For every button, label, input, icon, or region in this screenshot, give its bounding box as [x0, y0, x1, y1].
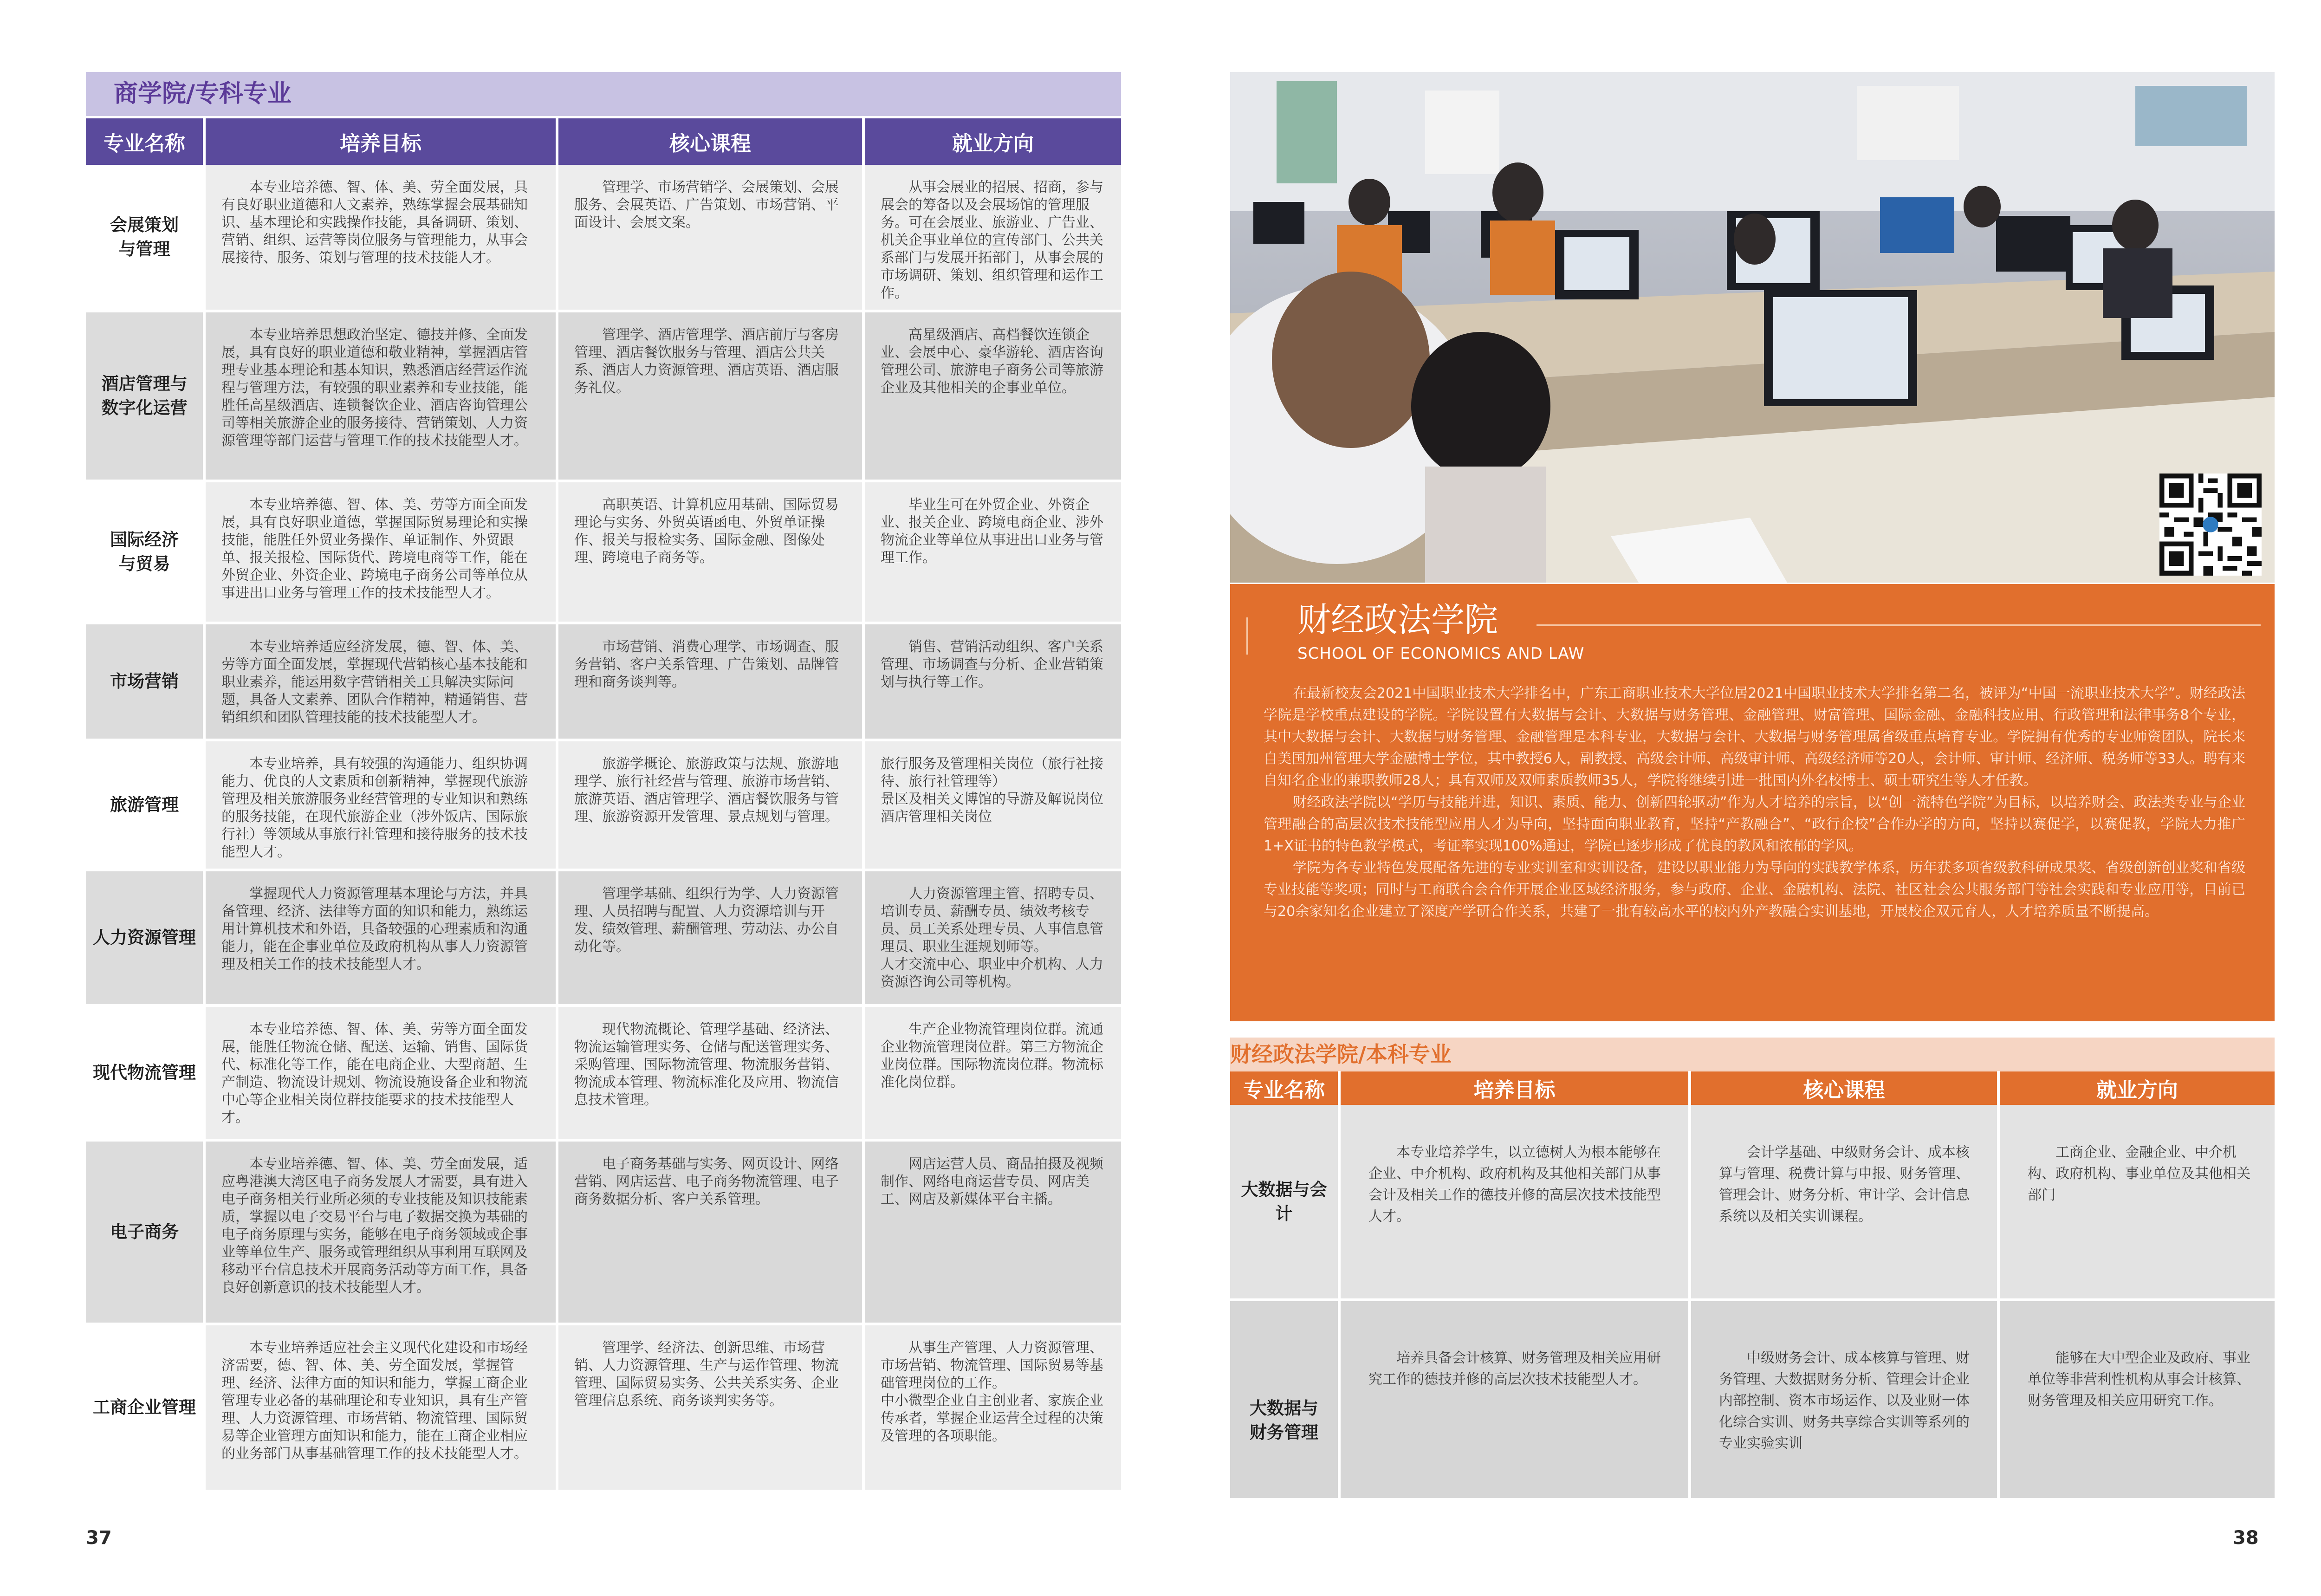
- major-name: 现代物流管理: [86, 1006, 204, 1140]
- section-banner: [1230, 1038, 2275, 1071]
- major-name: 会展策划 与管理: [86, 165, 204, 311]
- table-row: [86, 481, 1121, 623]
- column-header: 核心课程: [1690, 1071, 1998, 1105]
- career-direction: 销售、营销活动组织、客户关系管理、市场调查与分析、企业营销策划与执行等工作。: [863, 623, 1121, 740]
- career-direction: 毕业生可在外贸企业、外资企业、报关企业、跨境电商企业、涉外物流企业等单位从事进出口业务与管理工作。: [863, 481, 1121, 623]
- training-goal: 本专业培养德、智、体、美、劳等方面全面发展，能胜任物流仓储、配送、运输、销售、国际货代、标准化等工作，能在电商企业、大型商超、生产制造、物流设计规划、物流设施设备企业和物流中心等企业相关岗位群技能要求的技术技能型人才。: [204, 1006, 557, 1140]
- column-header: 就业方向: [1998, 1071, 2275, 1105]
- qr-code-graphic: [2159, 474, 2262, 576]
- table-row: [86, 1324, 1121, 1491]
- majors-table: [86, 118, 1121, 1492]
- table-header-row: [1230, 1071, 2275, 1105]
- training-goal: 本专业培养，具有较强的沟通能力、组织协调能力、优良的人文素质和创新精神，掌握现代旅游管理及相关旅游服务业经营管理的专业知识和熟练的服务技能，在现代旅游企业（涉外饭店、国际旅行社）等领域从事旅行社管理和接待服务的技术技能型人才。: [204, 740, 557, 870]
- column-header: 核心课程: [557, 118, 863, 165]
- qr-code: [2159, 474, 2262, 576]
- career-direction: 旅行服务及管理相关岗位（旅行社接待、旅行社管理等） 景区及相关文博馆的导游及解说岗位 酒店管理相关岗位: [863, 740, 1121, 870]
- table-row: [1230, 1300, 2275, 1499]
- title-accent-bar: [1246, 617, 1248, 655]
- table-row: [86, 1140, 1121, 1324]
- training-goal: 本专业培养适应经济发展，德、智、体、美、劳等方面全面发展，掌握现代营销核心基本技能和职业素养，能运用数字营销相关工具解决实际问题，具备人文素养、团队合作精神，精通销售、营销组织和团队管理技能的技术技能型人才。: [204, 623, 557, 740]
- undergrad-majors-table: [1230, 1071, 2275, 1501]
- core-courses: 旅游学概论、旅游政策与法规、旅游地理学、旅行社经营与管理、旅游市场营销、旅游英语、酒店管理学、酒店餐饮服务与管理、旅游资源开发管理、景点规划与管理。: [557, 740, 863, 870]
- major-name: 人力资源管理: [86, 870, 204, 1006]
- career-direction: 从事会展业的招展、招商，参与展会的筹备以及会展场馆的管理服务。可在会展业、旅游业、广告业、机关企事业单位的宣传部门、公共关系部门与发展开拓部门，从事会展的市场调研、策划、组织管理和运作工作。: [863, 165, 1121, 311]
- training-goal: 本专业培养德、智、体、美、劳全面发展，具有良好职业道德和人文素养，熟练掌握会展基础知识、基本理论和实践操作技能，具备调研、策划、营销、组织、运营等岗位服务与管理能力，从事会展接待、服务、策划与管理的技术技能人才。: [204, 165, 557, 311]
- section-title: 财经政法学院/本科专业: [1230, 1042, 1452, 1067]
- career-direction: 网店运营人员、商品拍摄及视频制作、网络电商运营专员、网店美工、网店及新媒体平台主播。: [863, 1140, 1121, 1324]
- column-header: 专业名称: [86, 118, 204, 165]
- table-row: [86, 740, 1121, 870]
- school-title: 财经政法学院: [1297, 600, 1498, 639]
- career-direction: 工商企业、金融企业、中介机构、政府机构、事业单位及其他相关部门: [1998, 1105, 2275, 1300]
- training-goal: 掌握现代人力资源管理基本理论与方法，并具备管理、经济、法律等方面的知识和能力，熟练运用计算机技术和外语，具备较强的心理素质和沟通能力，能在企事业单位及政府机构从事人力资源管理及相关工作的技术技能型人才。: [204, 870, 557, 1006]
- classroom-photo: [1230, 72, 2275, 583]
- core-courses: 现代物流概论、管理学基础、经济法、物流运输管理实务、仓储与配送管理实务、采购管理、国际物流管理、物流服务营销、物流成本管理、物流标准化及应用、物流信息技术管理。: [557, 1006, 863, 1140]
- core-courses: 中级财务会计、成本核算与管理、财务管理、大数据财务分析、管理会计企业内部控制、资本市场运作、以及业财一体化综合实训、财务共享综合实训等系列的专业实验实训: [1690, 1300, 1998, 1499]
- section-title: 商学院/专科专业: [114, 80, 292, 108]
- major-name: 旅游管理: [86, 740, 204, 870]
- table-row: [86, 1006, 1121, 1140]
- core-courses: 管理学、市场营销学、会展策划、会展服务、会展英语、广告策划、市场营销、平面设计、会展文案。: [557, 165, 863, 311]
- training-goal: 培养具备会计核算、财务管理及相关应用研究工作的德技并修的高层次技术技能型人才。: [1339, 1300, 1690, 1499]
- table-row: [86, 165, 1121, 311]
- major-name: 市场营销: [86, 623, 204, 740]
- career-direction: 能够在大中型企业及政府、事业单位等非营利性机构从事会计核算、财务管理及相关应用研究工作。: [1998, 1300, 2275, 1499]
- core-courses: 管理学基础、组织行为学、人力资源管理、人员招聘与配置、人力资源培训与开发、绩效管理、薪酬管理、劳动法、办公自动化等。: [557, 870, 863, 1006]
- core-courses: 市场营销、消费心理学、市场调查、服务营销、客户关系管理、广告策划、品牌管理和商务谈判等。: [557, 623, 863, 740]
- table-row: [86, 311, 1121, 481]
- core-courses: 会计学基础、中级财务会计、成本核算与管理、税费计算与申报、财务管理、管理会计、财务分析、审计学、会计信息系统以及相关实训课程。: [1690, 1105, 1998, 1300]
- major-name: 电子商务: [86, 1140, 204, 1324]
- core-courses: 管理学、酒店管理学、酒店前厅与客房管理、酒店餐饮服务与管理、酒店公共关系、酒店人力资源管理、酒店英语、酒店服务礼仪。: [557, 311, 863, 481]
- classroom-photo-illustration: [1230, 72, 2275, 583]
- intro-paragraph: 财经政法学院以“学历与技能并进，知识、素质、能力、创新四轮驱动”作为人才培养的宗旨，以“创一流特色学院”为目标，以培养财会、政法类专业与企业管理融合的高层次技术技能型应用人才为导向，坚持面向职业教育，坚持“产教融合”、“政行企校”合作办学的方向，坚持以赛促学，以赛促教，学院大力推广1+X证书的特色教学模式，考证率实现100%通过，学院已逐步形成了优良的教风和浓郁的学风。: [1264, 794, 2245, 854]
- column-header: 就业方向: [863, 118, 1121, 165]
- major-name: 大数据与会计: [1230, 1105, 1339, 1300]
- table-row: [1230, 1105, 2275, 1300]
- table-header-row: [86, 118, 1121, 165]
- column-header: 培养目标: [204, 118, 557, 165]
- career-direction: 人力资源管理主管、招聘专员、培训专员、薪酬专员、绩效考核专员、员工关系处理专员、人事信息管理员、职业生涯规划师等。 人才交流中心、职业中介机构、人力资源咨询公司等机构。: [863, 870, 1121, 1006]
- intro-paragraph: 学院为各专业特色发展配备先进的专业实训室和实训设备，建设以职业能力为导向的实践教学体系，历年获多项省级教科研成果奖、省级创新创业奖和省级专业技能等奖项；同时与工商联合会合作开展企业区域经济服务，参与政府、企业、金融机构、法院、社区社会公共服务部门等社会实践和专业应用等，目前已与20余家知名企业建立了深度产学研合作关系，共建了一批有较高水平的校内外产教融合实训基地，开展校企双元育人，人才培养质量不断提高。: [1264, 860, 2245, 920]
- major-name: 酒店管理与 数字化运营: [86, 311, 204, 481]
- page-number-left: 37: [86, 1527, 112, 1549]
- intro-paragraph: 在最新校友会2021中国职业技术大学排名中，广东工商职业技术大学位居2021中国职业技术大学排名第二名，被评为“中国一流职业技术大学”。财经政法学院是学校重点建设的学院。学院设置有大数据与会计、大数据与财务管理、金融管理、财富管理、国际金融、金融科技应用、行政管理和法律事务8个专业，其中大数据与会计、大数据与财务管理、金融管理是本科专业，大数据与会计、大数据与财务管理属省级重点培育专业。学院拥有优秀的专业师资团队，院长来自美国加州管理大学金融博士学位，其中教授6人，副教授、高级会计师、高级审计师、高级经济师等20人，会计师、审计师、经济师、税务师等33人。聘有来自知名企业的兼职教师28人；具有双师及双师素质教师35人，学院将继续引进一批国内外名校博士、硕士研究生等人才任教。: [1264, 685, 2245, 789]
- column-header: 专业名称: [1230, 1071, 1339, 1105]
- column-header: 培养目标: [1339, 1071, 1690, 1105]
- page-number-right: 38: [2233, 1527, 2259, 1549]
- major-name: 大数据与 财务管理: [1230, 1300, 1339, 1499]
- school-intro-text: [1264, 682, 2245, 922]
- training-goal: 本专业培养适应社会主义现代化建设和市场经济需要，德、智、体、美、劳全面发展，掌握管理、经济、法律方面的知识和能力，掌握工商企业管理专业必备的基础理论和专业知识，具有生产管理、人力资源管理、市场营销、物流管理、国际贸易等企业管理方面知识和能力，能在工商企业相应的业务部门从事基础管理工作的技术技能型人才。: [204, 1324, 557, 1491]
- career-direction: 从事生产管理、人力资源管理、市场营销、物流管理、国际贸易等基础管理岗位的工作。 中小微型企业自主创业者、家族企业传承者，掌握企业运营全过程的决策及管理的各项职能。: [863, 1324, 1121, 1491]
- major-name: 国际经济 与贸易: [86, 481, 204, 623]
- table-row: [86, 870, 1121, 1006]
- career-direction: 生产企业物流管理岗位群。流通企业物流管理岗位群。第三方物流企业岗位群。国际物流岗位群。物流标准化岗位群。: [863, 1006, 1121, 1140]
- table-row: [86, 623, 1121, 740]
- major-name: 工商企业管理: [86, 1324, 204, 1491]
- school-subtitle: SCHOOL OF ECONOMICS AND LAW: [1297, 644, 1585, 663]
- core-courses: 高职英语、计算机应用基础、国际贸易理论与实务、外贸英语函电、外贸单证操作、报关与报检实务、国际金融、图像处理、跨境电子商务等。: [557, 481, 863, 623]
- section-banner: [86, 72, 1121, 116]
- training-goal: 本专业培养思想政治坚定、德技并修、全面发展，具有良好的职业道德和敬业精神，掌握酒店管理专业基本理论和基本知识，熟悉酒店经营运作流程与管理方法，有较强的职业素养和专业技能，能胜任高星级酒店、连锁餐饮企业、酒店咨询管理公司等相关旅游企业的服务接待、营销策划、人力资源管理等部门运营与管理工作的技术技能型人才。: [204, 311, 557, 481]
- core-courses: 管理学、经济法、创新思维、市场营销、人力资源管理、生产与运作管理、物流管理、国际贸易实务、公共关系实务、企业管理信息系统、商务谈判实务等。: [557, 1324, 863, 1491]
- career-direction: 高星级酒店、高档餐饮连锁企业、会展中心、豪华游轮、酒店咨询管理公司、旅游电子商务公司等旅游企业及其他相关的企事业单位。: [863, 311, 1121, 481]
- training-goal: 本专业培养德、智、体、美、劳全面发展，适应粤港澳大湾区电子商务发展人才需要，具有进入电子商务相关行业所必须的专业技能及知识技能素质，掌握以电子交易平台与电子数据交换为基础的电子商务原理与实务，能够在电子商务领域或企事业等单位生产、服务或管理组织从事利用互联网及移动平台信息技术开展商务活动等方面工作，具备良好创新意识的技术技能型人才。: [204, 1140, 557, 1324]
- core-courses: 电子商务基础与实务、网页设计、网络营销、网店运营、电子商务物流管理、电子商务数据分析、客户关系管理。: [557, 1140, 863, 1324]
- title-divider: [1537, 624, 2261, 626]
- training-goal: 本专业培养学生，以立德树人为根本能够在企业、中介机构、政府机构及其他相关部门从事会计及相关工作的德技并修的高层次技术技能型人才。: [1339, 1105, 1690, 1300]
- training-goal: 本专业培养德、智、体、美、劳等方面全面发展，具有良好职业道德，掌握国际贸易理论和实操技能，能胜任外贸业务操作、单证制作、外贸跟单、报关报检、国际货代、跨境电商等工作，能在外贸企业、外资企业、跨境电子商务公司等单位从事进出口业务与管理工作的技术技能型人才。: [204, 481, 557, 623]
